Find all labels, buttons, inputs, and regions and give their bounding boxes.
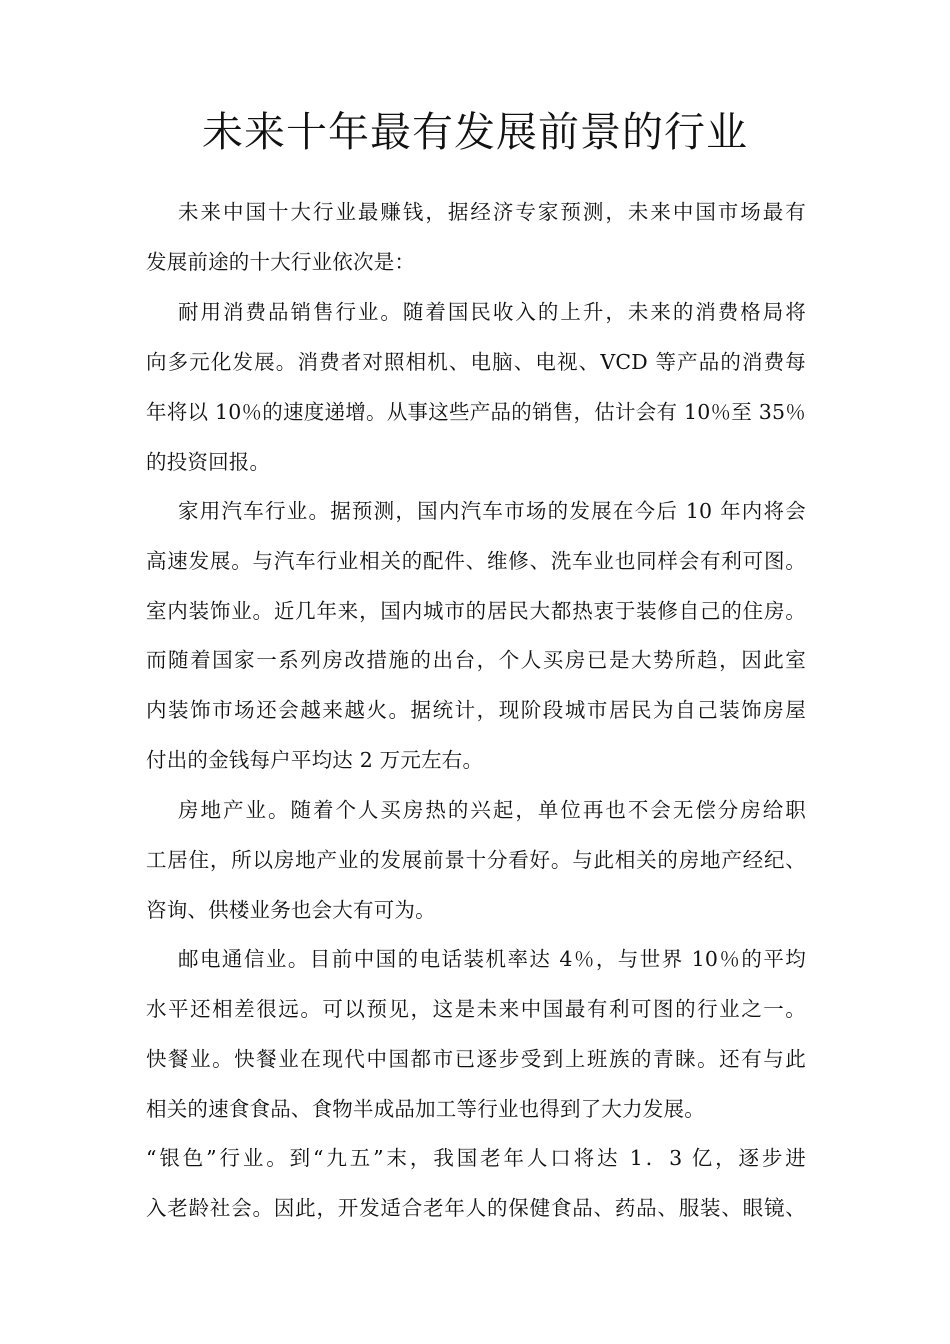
paragraph-line: 室内装饰业。近几年来，国内城市的居民大都热衷于装修自己的住房。: [146, 599, 806, 623]
paragraph-line: 家用汽车行业。据预测，国内汽车市场的发展在今后 10 年内将会: [178, 499, 806, 523]
paragraph-line: 相关的速食食品、食物半成品加工等行业也得到了大力发展。: [146, 1097, 705, 1121]
paragraph-line: 快餐业。快餐业在现代中国都市已逐步受到上班族的青睐。还有与此: [146, 1047, 806, 1071]
paragraph-line: 工居住，所以房地产业的发展前景十分看好。与此相关的房地产经纪、: [146, 848, 806, 872]
paragraph-line: 入老龄社会。因此，开发适合老年人的保健食品、药品、服装、眼镜、: [146, 1196, 806, 1220]
paragraph-line: 发展前途的十大行业依次是：: [146, 250, 416, 274]
document-title: 未来十年最有发展前景的行业: [202, 108, 748, 156]
paragraph-line: “银色”行业。到“九五”末，我国老年人口将达 1．3 亿，逐步进: [146, 1146, 806, 1170]
paragraph-line: 年将以 10％的速度递增。从事这些产品的销售，估计会有 10％至 35％: [146, 400, 806, 424]
paragraph-line: 咨询、供楼业务也会大有可为。: [146, 898, 436, 922]
paragraph-line: 耐用消费品销售行业。随着国民收入的上升，未来的消费格局将: [178, 300, 806, 324]
paragraph-line: 高速发展。与汽车行业相关的配件、维修、洗车业也同样会有利可图。: [146, 549, 806, 573]
paragraph-line: 而随着国家一系列房改措施的出台，个人买房已是大势所趋，因此室: [146, 648, 806, 672]
paragraph-line: 向多元化发展。消费者对照相机、电脑、电视、VCD 等产品的消费每: [146, 350, 806, 374]
paragraph-line: 水平还相差很远。可以预见，这是未来中国最有利可图的行业之一。: [146, 997, 806, 1021]
paragraph-line: 房地产业。随着个人买房热的兴起，单位再也不会无偿分房给职: [178, 798, 806, 822]
paragraph-line: 内装饰市场还会越来越火。据统计，现阶段城市居民为自己装饰房屋: [146, 698, 806, 722]
paragraph-line: 的投资回报。: [146, 450, 271, 474]
paragraph-line: 邮电通信业。目前中国的电话装机率达 4％，与世界 10％的平均: [178, 947, 806, 971]
paragraph-line: 付出的金钱每户平均达 2 万元左右。: [146, 748, 484, 772]
paragraph-line: 未来中国十大行业最赚钱，据经济专家预测，未来中国市场最有: [178, 200, 806, 224]
